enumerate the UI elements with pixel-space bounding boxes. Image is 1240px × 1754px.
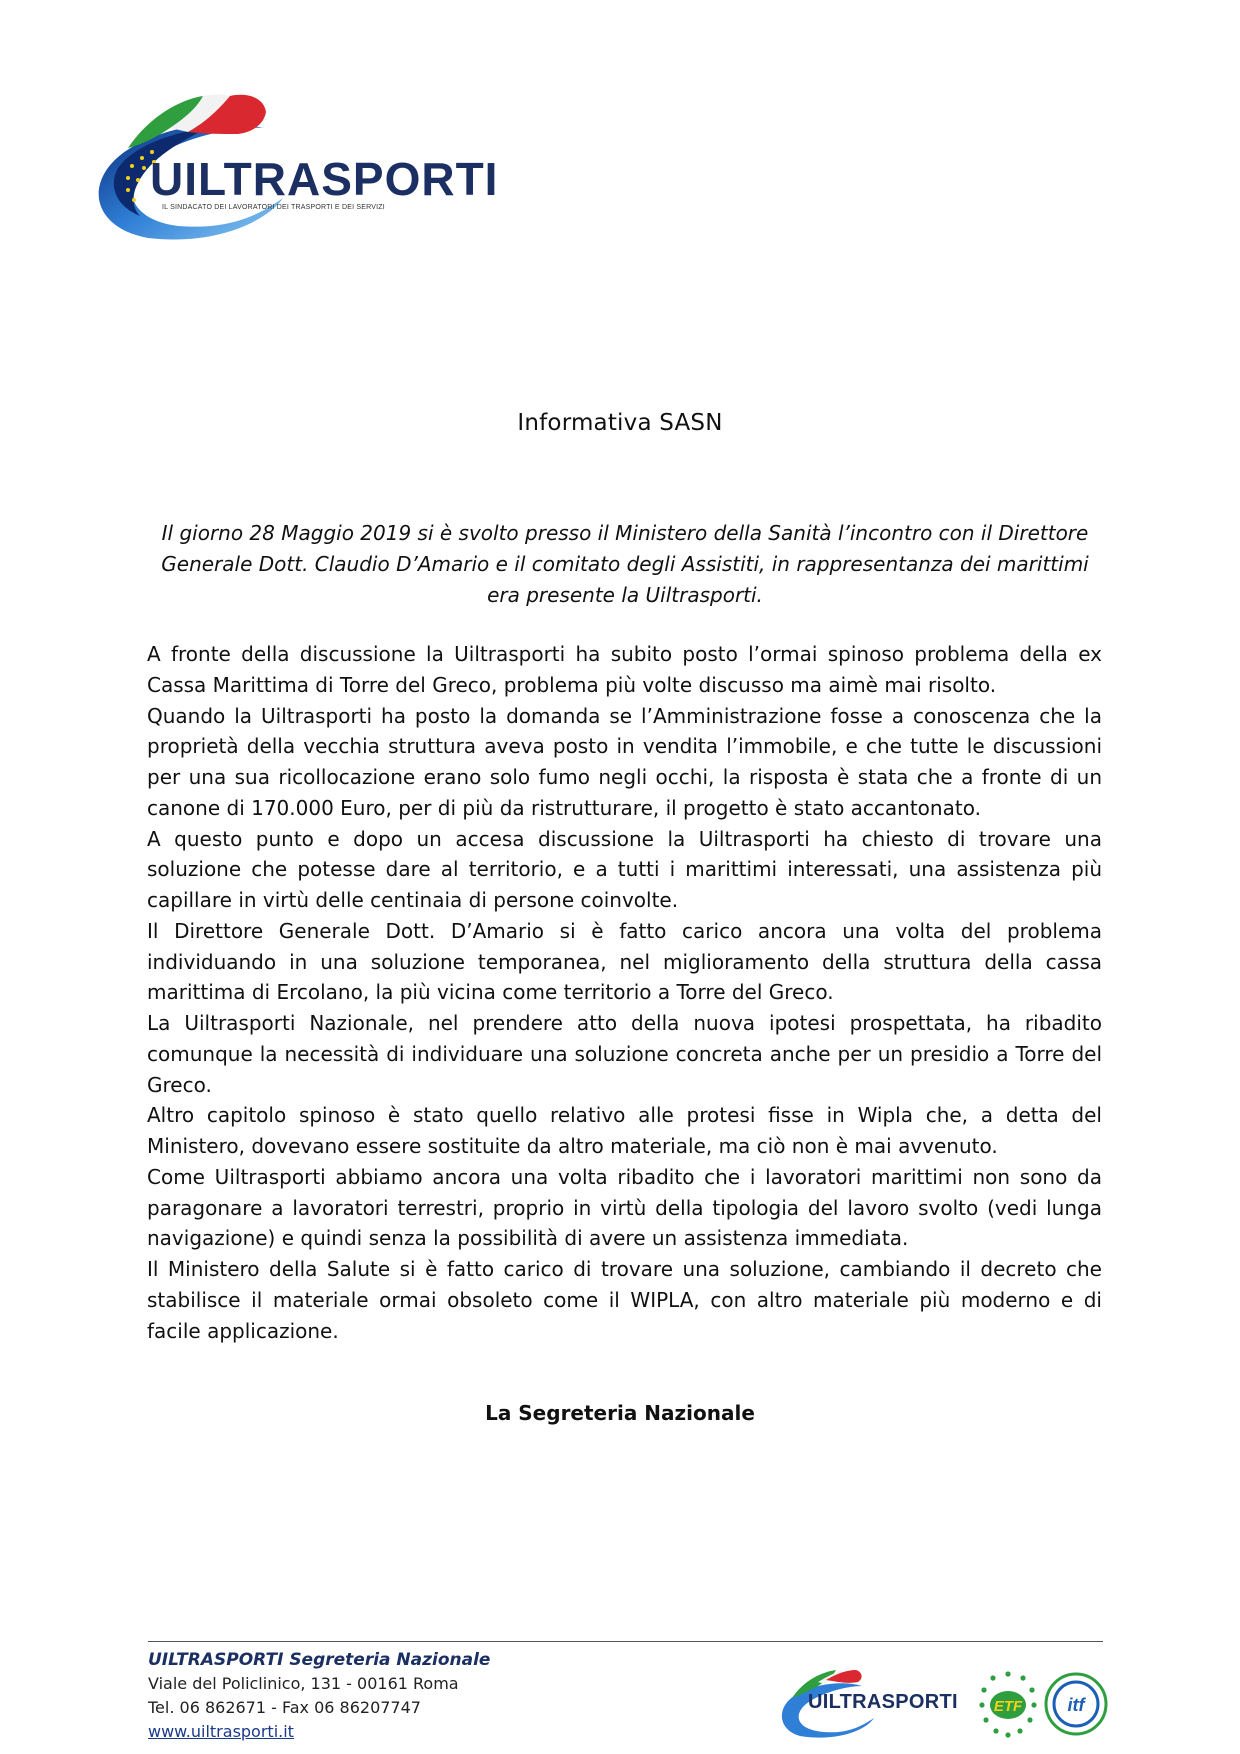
footer-logos <box>778 1658 1108 1748</box>
body-paragraph: A questo punto e dopo un accesa discussione la Uiltrasporti ha chiesto di trovare una soluzione che potesse dare al territorio, e a tutti i marittimi interessati, una assistenza più capillare in virtù delle centinaia di persone coinvolte. <box>147 826 1102 912</box>
footer-org-name: UILTRASPORTI Segreteria Nazionale <box>148 1650 491 1670</box>
intro-paragraph: Il giorno 28 Maggio 2019 si è svolto presso il Ministero della Sanità l’incontro con il Direttore Generale Dott. Claudio D’Amario e il comitato degli Assistiti, in rappresentanza dei marittimi era presente la Uiltrasporti. <box>161 521 1089 607</box>
body-paragraph: Come Uiltrasporti abbiamo ancora una volta ribadito che i lavoratori marittimi non sono da paragonare a lavoratori terrestri, proprio in virtù della tipologia del lavoro svolto (vedi lunga navigazione) e quindi senza la possibilità di avere un assistenza immediata. <box>147 1164 1102 1251</box>
footer-contact <box>148 1648 490 1744</box>
logo-tagline: IL SINDACATO DEI LAVORATORI DEI TRASPORTI E DEI SERVIZI <box>162 204 385 211</box>
document-title: Informativa SASN <box>517 410 723 436</box>
itf-logo-text: itf <box>1067 1695 1085 1715</box>
signature: La Segreteria Nazionale <box>485 1401 755 1425</box>
body-paragraph: Il Ministero della Salute si è fatto carico di trovare una soluzione, cambiando il decreto che stabilisce il materiale ormai obsoleto come il WIPLA, con altro materiale più moderno e di facile applicazione. <box>147 1257 1102 1343</box>
body-paragraph: Quando la Uiltrasporti ha posto la domanda se l’Amministrazione fosse a conoscenza che la proprietà della vecchia struttura aveva posto in vendita l’immobile, e che tutte le discussioni per una sua ricollocazione erano solo fumo negli occhi, la risposta è stata che a fronte di un canone di 170.000 Euro, per di più da ristrutturare, il progetto è stato accantonato. <box>147 703 1102 820</box>
website-link[interactable]: www.uiltrasporti.it <box>148 1722 294 1741</box>
footer-address: Viale del Policlinico, 131 - 00161 Roma <box>148 1674 459 1693</box>
footer-divider <box>148 1641 1103 1642</box>
body-paragraph: A fronte della discussione la Uiltrasporti ha subito posto l’ormai spinoso problema della ex Cassa Marittima di Torre del Greco, problema più volte discusso ma aimè mai risolto. <box>147 642 1102 697</box>
document-body <box>147 639 1102 1346</box>
etf-logo-text: ETF <box>993 1698 1023 1715</box>
body-paragraph: Il Direttore Generale Dott. D’Amario si è fatto carico ancora una volta del problema individuando in una soluzione temporanea, nel miglioramento della struttura della cassa marittima di Ercolano, la più vicina come territorio a Torre del Greco. <box>147 918 1102 1005</box>
footer-logo-wordmark: UILTRASPORTI <box>808 1691 958 1713</box>
footer-phone: Tel. 06 862671 - Fax 06 86207747 <box>148 1698 421 1717</box>
body-paragraph: La Uiltrasporti Nazionale, nel prendere atto della nuova ipotesi prospettata, ha ribadito comunque la necessità di individuare una soluzione concreta anche per un presidio a Torre del Greco. <box>147 1011 1102 1097</box>
uiltrasporti-logo <box>88 88 499 243</box>
logo-wordmark: UILTRASPORTI <box>150 153 499 205</box>
body-paragraph: Altro capitolo spinoso è stato quello relativo alle protesi fisse in Wipla che, a detta del Ministero, dovevano essere sostituite da altro materiale, ma ciò non è mai avvenuto. <box>147 1103 1102 1158</box>
